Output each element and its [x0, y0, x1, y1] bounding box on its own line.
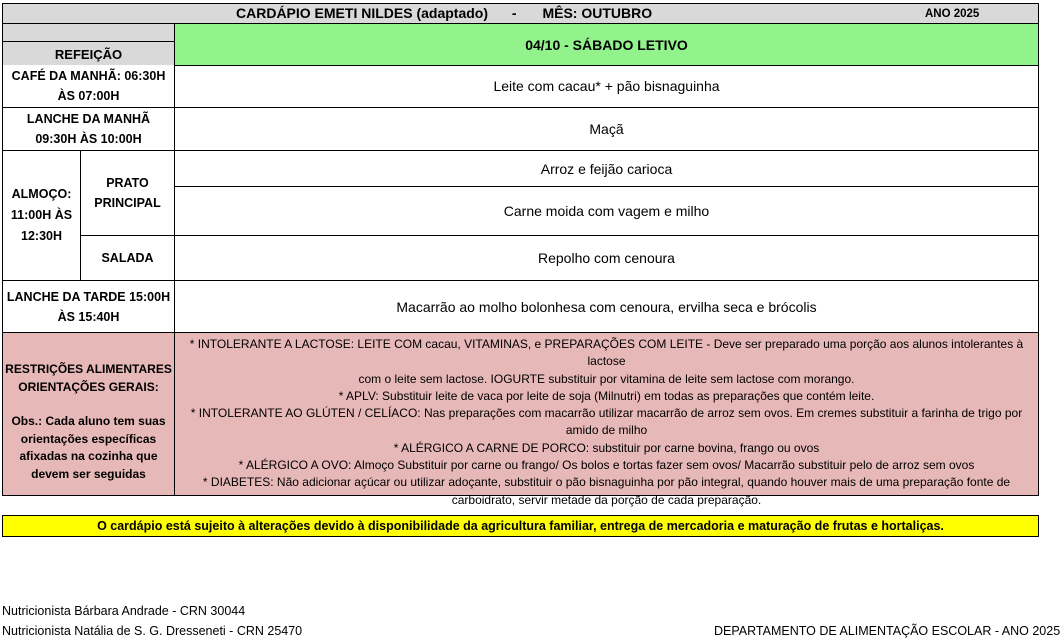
restriction-line-2: com o leite sem lactose. IOGURTE substituir por vitamina de leite sem lactose com morango.: [358, 371, 855, 386]
refeicao-header: REFEIÇÃO: [54, 46, 123, 62]
lanche-tarde-label-line-2: ÀS 15:40H: [57, 309, 120, 324]
almoco-label-line-3: 12:30H: [21, 229, 62, 243]
restriction-line-5: amido de milho: [565, 423, 648, 438]
restriction-line-3: * APLV: Substituir leite de vaca por leite de soja (Milnutri) em todas as preparações que contém leite.: [338, 388, 875, 403]
obs-line-3: afixadas na cozinha que: [19, 449, 158, 463]
lanche-manha-label: [3, 108, 174, 151]
restriction-line-8: * DIABETES: Não adicionar açúcar ou utilizar adoçante, substituir o pão bisnaguinha por pão integral, quando houver mais de uma preparação fonte de: [202, 475, 1011, 490]
refeicao-header-top-line: [2, 41, 175, 42]
prato-principal-label: [81, 151, 174, 236]
notice-bar: O cardápio está sujeito à alterações devido à disponibilidade da agricultura familiar, entrega de mercadoria e maturação de frutas e hortaliças.: [2, 515, 1039, 537]
prato-item-1: Arroz e feijão carioca: [175, 151, 1038, 187]
lanche-manha-label-line-1: LANCHE DA MANHÃ: [26, 112, 151, 126]
lanche-manha-label-line-2: 09:30H ÀS 10:00H: [35, 132, 142, 146]
obs-line-1: Obs.: Cada aluno tem suas: [11, 414, 166, 428]
cafe-label-line-1: CAFÉ DA MANHÃ: 06:30H: [11, 69, 166, 83]
salada-label: SALADA: [81, 236, 174, 281]
lanche-tarde-label-line-1: LANCHE DA TARDE 15:00H: [6, 289, 171, 304]
cafe-label-line-2: ÀS 07:00H: [57, 89, 120, 103]
cafe-item: Leite com cacau* + pão bisnaguinha: [175, 65, 1038, 108]
nutritionist-2: Nutricionista Natália de S. G. Dresseneti - CRN 25470: [2, 624, 303, 638]
lanche-tarde-label: [3, 281, 174, 333]
prato-label-line-2: PRINCIPAL: [94, 196, 161, 210]
title-dash: -: [511, 5, 517, 21]
restriction-line-6: * ALÉRGICO A CARNE DE PORCO: substituir por carne bovina, frango ou ovos: [393, 440, 820, 455]
restrictions-text: [175, 333, 1038, 507]
menu-year: ANO 2025: [925, 8, 980, 20]
almoco-label-line-1: ALMOÇO:: [11, 187, 72, 201]
department-label: DEPARTAMENTO DE ALIMENTAÇÃO ESCOLAR - ANO 2025: [714, 624, 1061, 638]
prato-label-line-1: PRATO: [106, 176, 149, 190]
restrictions-label-cell: [3, 333, 174, 496]
obs-line-2: orientações específicas: [20, 431, 157, 446]
lanche-tarde-item: Macarrão ao molho bolonhesa com cenoura, ervilha seca e brócolis: [175, 281, 1038, 333]
almoco-label-line-2: 11:00H ÀS: [10, 208, 73, 222]
right-border: [1038, 24, 1039, 496]
menu-month: MÊS: OUTUBRO: [542, 5, 653, 21]
lanche-manha-item: Maçã: [175, 108, 1038, 151]
prato-item-2: Carne moida com vagem e milho: [175, 187, 1038, 236]
restrictions-label-line-1: RESTRIÇÕES ALIMENTARES: [5, 362, 172, 376]
restriction-line-4: * INTOLERANTE AO GLÚTEN / CELÍACO: Nas preparações com macarrão utilizar macarrão de arroz sem ovos. Em cremes substituir a farinha de trigo por: [190, 406, 1023, 421]
obs-line-4: devem ser seguidas: [31, 466, 146, 481]
almoco-label: [3, 151, 80, 281]
menu-title: [236, 5, 652, 21]
salada-item: Repolho com cenoura: [175, 236, 1038, 281]
menu-title-text: CARDÁPIO EMETI NILDES (adaptado): [236, 5, 489, 21]
restriction-line-9: carboidrato, servir metade da porção de cada preparação.: [451, 492, 762, 507]
restriction-line-1: * INTOLERANTE A LACTOSE: LEITE COM cacau, VITAMINAS, e PREPARAÇÕES COM LEITE - Deve ser preparado uma porção aos alunos intolerantes à lactose: [189, 337, 1024, 369]
cafe-label: [3, 65, 174, 108]
nutritionist-1: Nutricionista Bárbara Andrade - CRN 30044: [2, 604, 246, 618]
restriction-line-7: * ALÉRGICO A OVO: Almoço Substituir por carne ou frango/ Os bolos e tortas fazer sem ovos/ Macarrão substituir pelo de arroz sem ovos: [238, 458, 975, 473]
date-header: 04/10 - SÁBADO LETIVO: [174, 24, 1039, 66]
restrictions-label-line-2: ORIENTAÇÕES GERAIS:: [18, 379, 159, 394]
